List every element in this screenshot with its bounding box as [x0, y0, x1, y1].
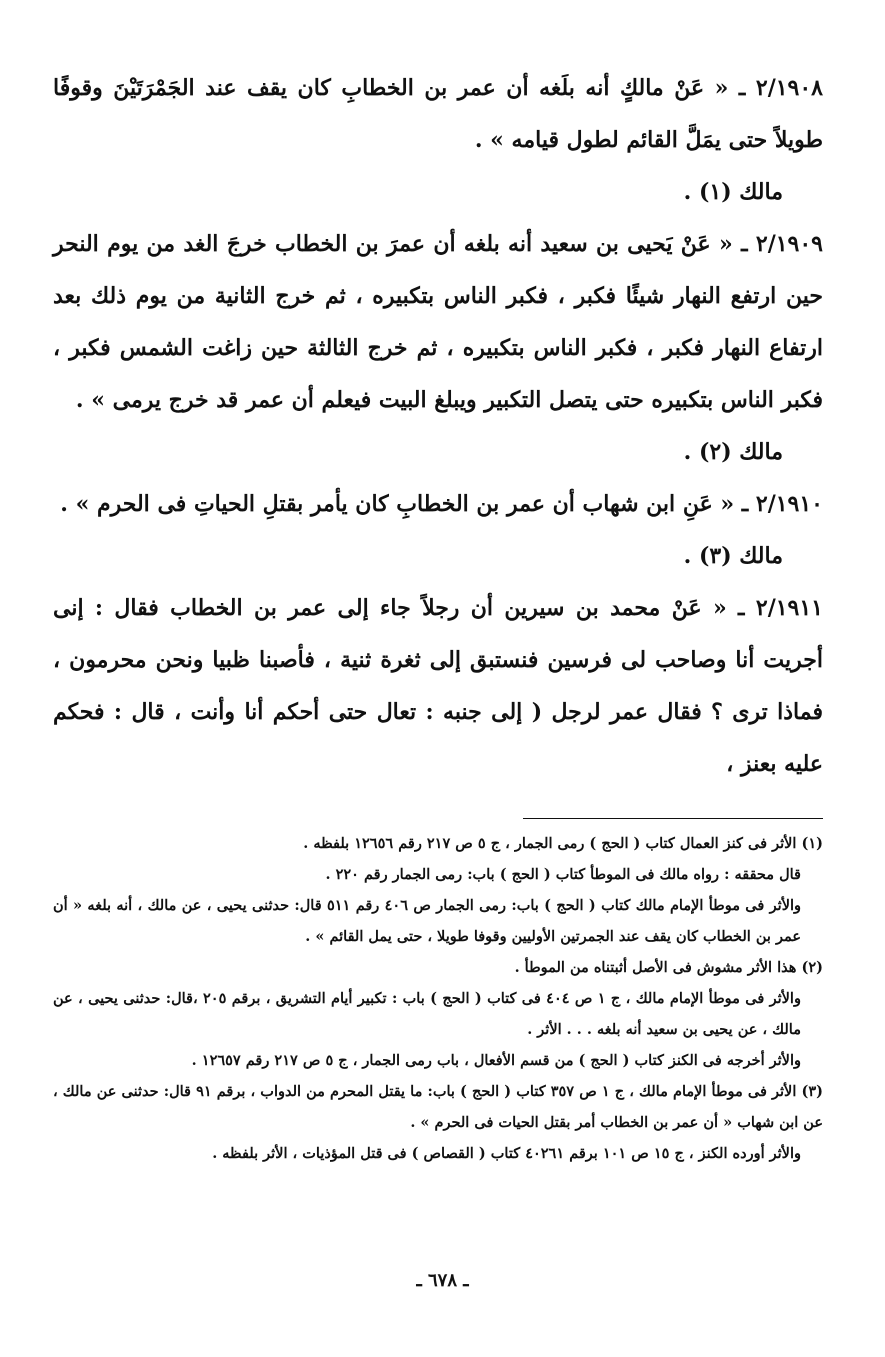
athar-1909: ٢/١٩٠٩ ـ « عَنْ يَحيى بن سعيد أنه بلغه أن عمرَ بن الخطاب خرجَ الغد من يوم النحر حين ارتفع النهار شيئًا فكبر ، فكبر الناس بتكبيره ، ثم خرج الثانية من يوم ذلك بعد ارتفاع النهار فكبر ، فكبر الناس بتكبيره ، ثم خرج الثالثة حين زاغت الشمس فكبر ، فكبر الناس بتكبيره حتى يتصل التكبير ويبلغ البيت فيعلم أن عمر قد خرج يرمى » . — [53, 231, 823, 413]
athar-1908: ٢/١٩٠٨ ـ « عَنْ مالكٍ أنه بلَغه أن عمر بن الخطابِ كان يقف عند الجَمْرَتَيْنَ وقوفًا طويلاً حتى يمَلَّ القائم لطول قيامه » . — [53, 75, 823, 153]
page-number: ـ ٦٧٨ ـ — [416, 1270, 469, 1291]
footnote-2-line: والأثر أخرجه فى الكنز كتاب ( الحج ) من قسم الأفعال ، باب رمى الجمار ، ج ٥ ص ٢١٧ رقم ١٢٦٥٧ . — [191, 1052, 801, 1069]
footnote-2-line: والأثر فى موطأ الإمام مالك ، ج ١ ص ٤٠٤ فى كتاب ( الحج ) باب : تكبير أيام التشريق ، برقم ٢٠٥ ،قال: حدثنى يحيى ، عن مالك ، عن يحيى بن سعيد أنه بلغه . . . الأثر . — [53, 990, 801, 1038]
source-line-2: مالك (٢) . — [683, 439, 783, 465]
footnote-1: (١) الأثر فى كنز العمال كتاب ( الحج ) رمى الجمار ، ج ٥ ص ٢١٧ رقم ١٢٦٥٦ بلفظه . — [303, 835, 823, 852]
footnotes — [53, 828, 823, 1169]
athar-1911: ٢/١٩١١ ـ « عَنْ محمد بن سيرين أن رجلاً جاء إلى عمر بن الخطاب فقال : إنى أجريت أنا وصاحب لى فرسين فنستبق إلى ثغرة ثنية ، فأصبنا ظبيا ونحن محرمون ، فماذا ترى ؟ فقال عمر لرجل ( إلى جنبه : تعال حتى أحكم أنا وأنت ، قال : فحكم عليه بعنز ، — [53, 595, 823, 777]
footnote-1-line: قال محققه : رواه مالك فى الموطأ كتاب ( الحج ) باب: رمى الجمار رقم ٢٢٠ . — [325, 866, 801, 883]
main-text — [53, 62, 823, 790]
footnote-3-line: والأثر أورده الكنز ، ج ١٥ ص ١٠١ برقم ٤٠٢٦١ كتاب ( القصاص ) فى قتل المؤذيات ، الأثر بلفظه . — [212, 1145, 801, 1162]
footnote-1-line: والأثر فى موطأ الإمام مالك كتاب ( الحج ) باب: رمى الجمار ص ٤٠٦ رقم ٥١١ قال: حدثنى يحيى ، عن مالك ، أنه بلغه « أن عمر بن الخطاب كان يقف عند الجمرتين الأوليين وقوفا طويلا ، حتى يمل القائم » . — [53, 897, 801, 945]
footnote-3: (٣) الأثر فى موطأ الإمام مالك ، ج ١ ص ٣٥٧ كتاب ( الحج ) باب: ما يقتل المحرم من الدواب ، برقم ٩١ قال: حدثنى عن مالك ، عن ابن شهاب « أن عمر بن الخطاب أمر بقتل الحيات فى الحرم » . — [53, 1083, 823, 1131]
footnote-2: (٢) هذا الأثر مشوش فى الأصل أثبتناه من الموطأ . — [514, 959, 823, 976]
athar-1910: ٢/١٩١٠ ـ « عَنِ ابن شهاب أن عمر بن الخطابِ كان يأمر بقتلِ الحياتِ فى الحرم » . — [60, 491, 823, 517]
footnote-separator — [523, 818, 823, 819]
source-line-1: مالك (١) . — [683, 179, 783, 205]
source-line-3: مالك (٣) . — [683, 543, 783, 569]
